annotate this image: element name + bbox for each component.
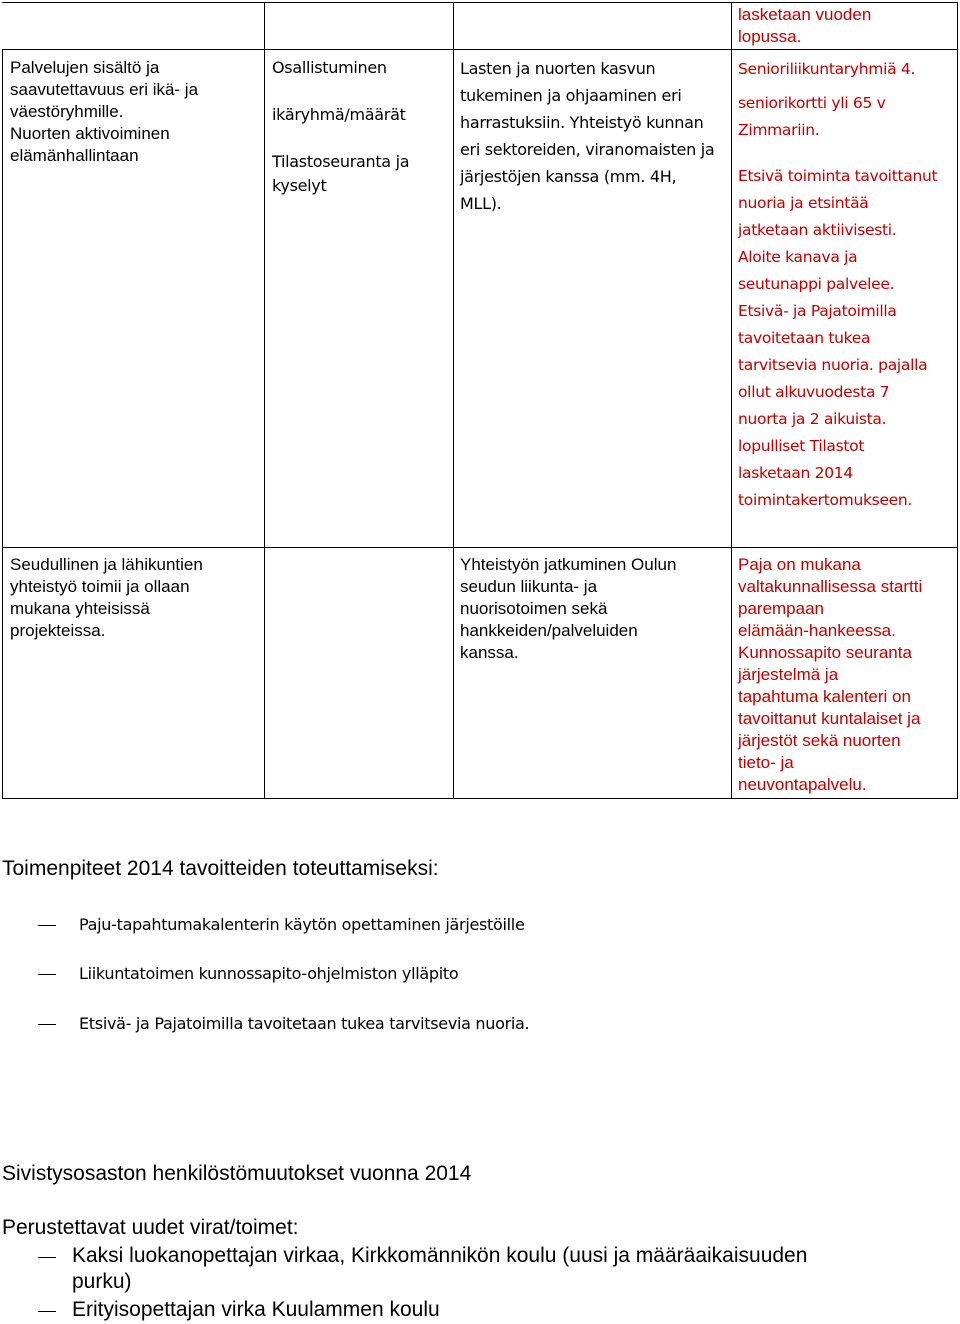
list-item-text: Etsivä- ja Pajatoimilla tavoitetaan tukea tarvitsevia nuoria. [79, 1014, 530, 1033]
row1-col4-line: nuoria ja etsintää [738, 194, 869, 212]
row2-col4-line: elämään-hankeessa. [738, 621, 896, 640]
subheading-new-positions: Perustettavat uudet virat/toimet: [2, 1216, 299, 1239]
row1-col2-line: Tilastoseuranta ja [272, 152, 410, 171]
row1-col4-line: seniorikortti yli 65 v [738, 94, 886, 112]
row1-col4-line: seutunappi palvelee. [738, 275, 895, 293]
row2-col3-line: nuorisotoimen sekä [460, 599, 608, 618]
row1-col1-line: Palvelujen sisältö ja [10, 58, 160, 77]
row2-col4-line: järjestöt sekä nuorten [738, 731, 901, 750]
row2-col1-line: yhteistyö toimii ja ollaan [10, 577, 190, 596]
row1-col4-line: Etsivä toiminta tavoittanut [738, 167, 938, 185]
list-item-text [72, 1243, 807, 1295]
row2-col3-line: kanssa. [460, 643, 519, 662]
row1-col4-line: Aloite kanava ja [738, 248, 858, 266]
table-rule-header [2, 49, 958, 50]
row1-col4-cell [738, 56, 937, 514]
row2-col4-cell [738, 554, 922, 796]
services-table [2, 2, 958, 799]
row1-col4-line: tarvitsevia nuoria. pajalla [738, 356, 928, 374]
list-item-line: purku) [72, 1270, 132, 1293]
row2-col4-line: parempaan [738, 599, 825, 618]
row2-col3-cell [460, 554, 676, 664]
list-item-text: Paju-tapahtumakalenterin käytön opettaminen järjestöille [79, 915, 525, 934]
section-heading-staff-changes: Sivistysosaston henkilöstömuutokset vuonna 2014 [2, 1162, 472, 1185]
table-rule-left [2, 49, 3, 799]
row1-col1-line: Nuorten aktivoiminen [10, 124, 170, 143]
row1-col3-line: järjestöjen kanssa (mm. 4H, [460, 167, 677, 186]
row2-col4-line: Paja on mukana [738, 555, 861, 574]
row1-col4-line: toimintakertomukseen. [738, 491, 913, 509]
row1-col4-line: tavoitetaan tukea [738, 329, 871, 347]
list-item-text: Liikuntatoimen kunnossapito-ohjelmiston ylläpito [79, 964, 459, 983]
table-rule-middle [2, 547, 958, 548]
row2-col3-line: Yhteistyön jatkuminen Oulun [460, 555, 677, 574]
row2-col4-line: Kunnossapito seuranta [738, 643, 912, 662]
dash-bullet-icon [38, 925, 56, 926]
row2-col1-cell [10, 554, 203, 642]
row1-col4-line: ollut alkuvuodesta 7 [738, 383, 890, 401]
row1-col3-line: MLL). [460, 194, 502, 213]
row2-col4-line: tapahtuma kalenteri on [738, 687, 911, 706]
row2-col3-line: hankkeiden/palveluiden [460, 621, 638, 640]
row2-col4-line: tavoittanut kuntalaiset ja [738, 709, 921, 728]
table-rule-col2 [264, 2, 265, 799]
table-rule-col3 [453, 2, 454, 799]
row2-col4-line: järjestelmä ja [738, 665, 839, 684]
row1-col2-line: Osallistuminen [272, 58, 387, 77]
table-rule-top [2, 2, 958, 3]
table-rule-col4 [731, 2, 732, 799]
row1-col2-line: kyselyt [272, 176, 327, 195]
row1-col4-line: Senioriliikuntaryhmiä 4. [738, 60, 916, 78]
row1-col3-cell [460, 55, 714, 217]
list-item-line: Kaksi luokanopettajan virkaa, Kirkkomännikön koulu (uusi ja määräaikaisuuden [72, 1244, 808, 1267]
row1-col3-line: tukeminen ja ohjaaminen eri [460, 86, 682, 105]
row1-col4-line: lopussa. [738, 27, 802, 46]
dash-bullet-icon [38, 1311, 56, 1312]
row1-col3-line: eri sektoreiden, viranomaisten ja [460, 140, 715, 159]
row1-col1-line: elämänhallintaan [10, 146, 139, 165]
row2-col1-line: projekteissa. [10, 621, 106, 640]
row2-col4-line: valtakunnallisessa startti [738, 577, 923, 596]
row1-col4-line: Zimmariin. [738, 121, 820, 139]
list-item-text [72, 1297, 440, 1323]
row1-col4-line: nuorta ja 2 aikuista. [738, 410, 887, 428]
row2-col4-line: tieto- ja [738, 753, 794, 772]
row1-col4-line: jatketaan aktiivisesti. [738, 221, 897, 239]
row1-col4-line: lasketaan 2014 [738, 464, 853, 482]
row1-col4-line: lasketaan vuoden [738, 5, 872, 24]
dash-bullet-icon [38, 1024, 56, 1025]
row1-col2-line: ikäryhmä/määrät [272, 105, 406, 124]
dash-bullet-icon [38, 974, 56, 975]
list-item-line: Erityisopettajan virka Kuulammen koulu [72, 1298, 440, 1321]
row1-col3-line: harrastuksiin. Yhteistyö kunnan [460, 113, 704, 132]
section-heading-measures: Toimenpiteet 2014 tavoitteiden toteuttamiseksi: [2, 857, 439, 880]
row2-col3-line: seudun liikunta- ja [460, 577, 598, 596]
row1-col4-line: Etsivä- ja Pajatoimilla [738, 302, 897, 320]
row1-col4-line: lopulliset Tilastot [738, 437, 865, 455]
row2-col4-line: neuvontapalvelu. [738, 775, 867, 794]
row1-col4-continuation [738, 4, 871, 48]
row1-col1-line: saavutettavuus eri ikä- ja [10, 80, 199, 99]
row1-col2-cell [272, 56, 409, 198]
row1-col1-line: väestöryhmille. [10, 102, 124, 121]
row2-col1-line: mukana yhteisissä [10, 599, 150, 618]
row2-col1-line: Seudullinen ja lähikuntien [10, 555, 203, 574]
row1-col3-line: Lasten ja nuorten kasvun [460, 59, 656, 78]
row1-col1-cell [10, 57, 198, 167]
table-rule-bottom [2, 798, 958, 799]
table-rule-right [957, 2, 958, 799]
dash-bullet-icon [38, 1257, 56, 1258]
